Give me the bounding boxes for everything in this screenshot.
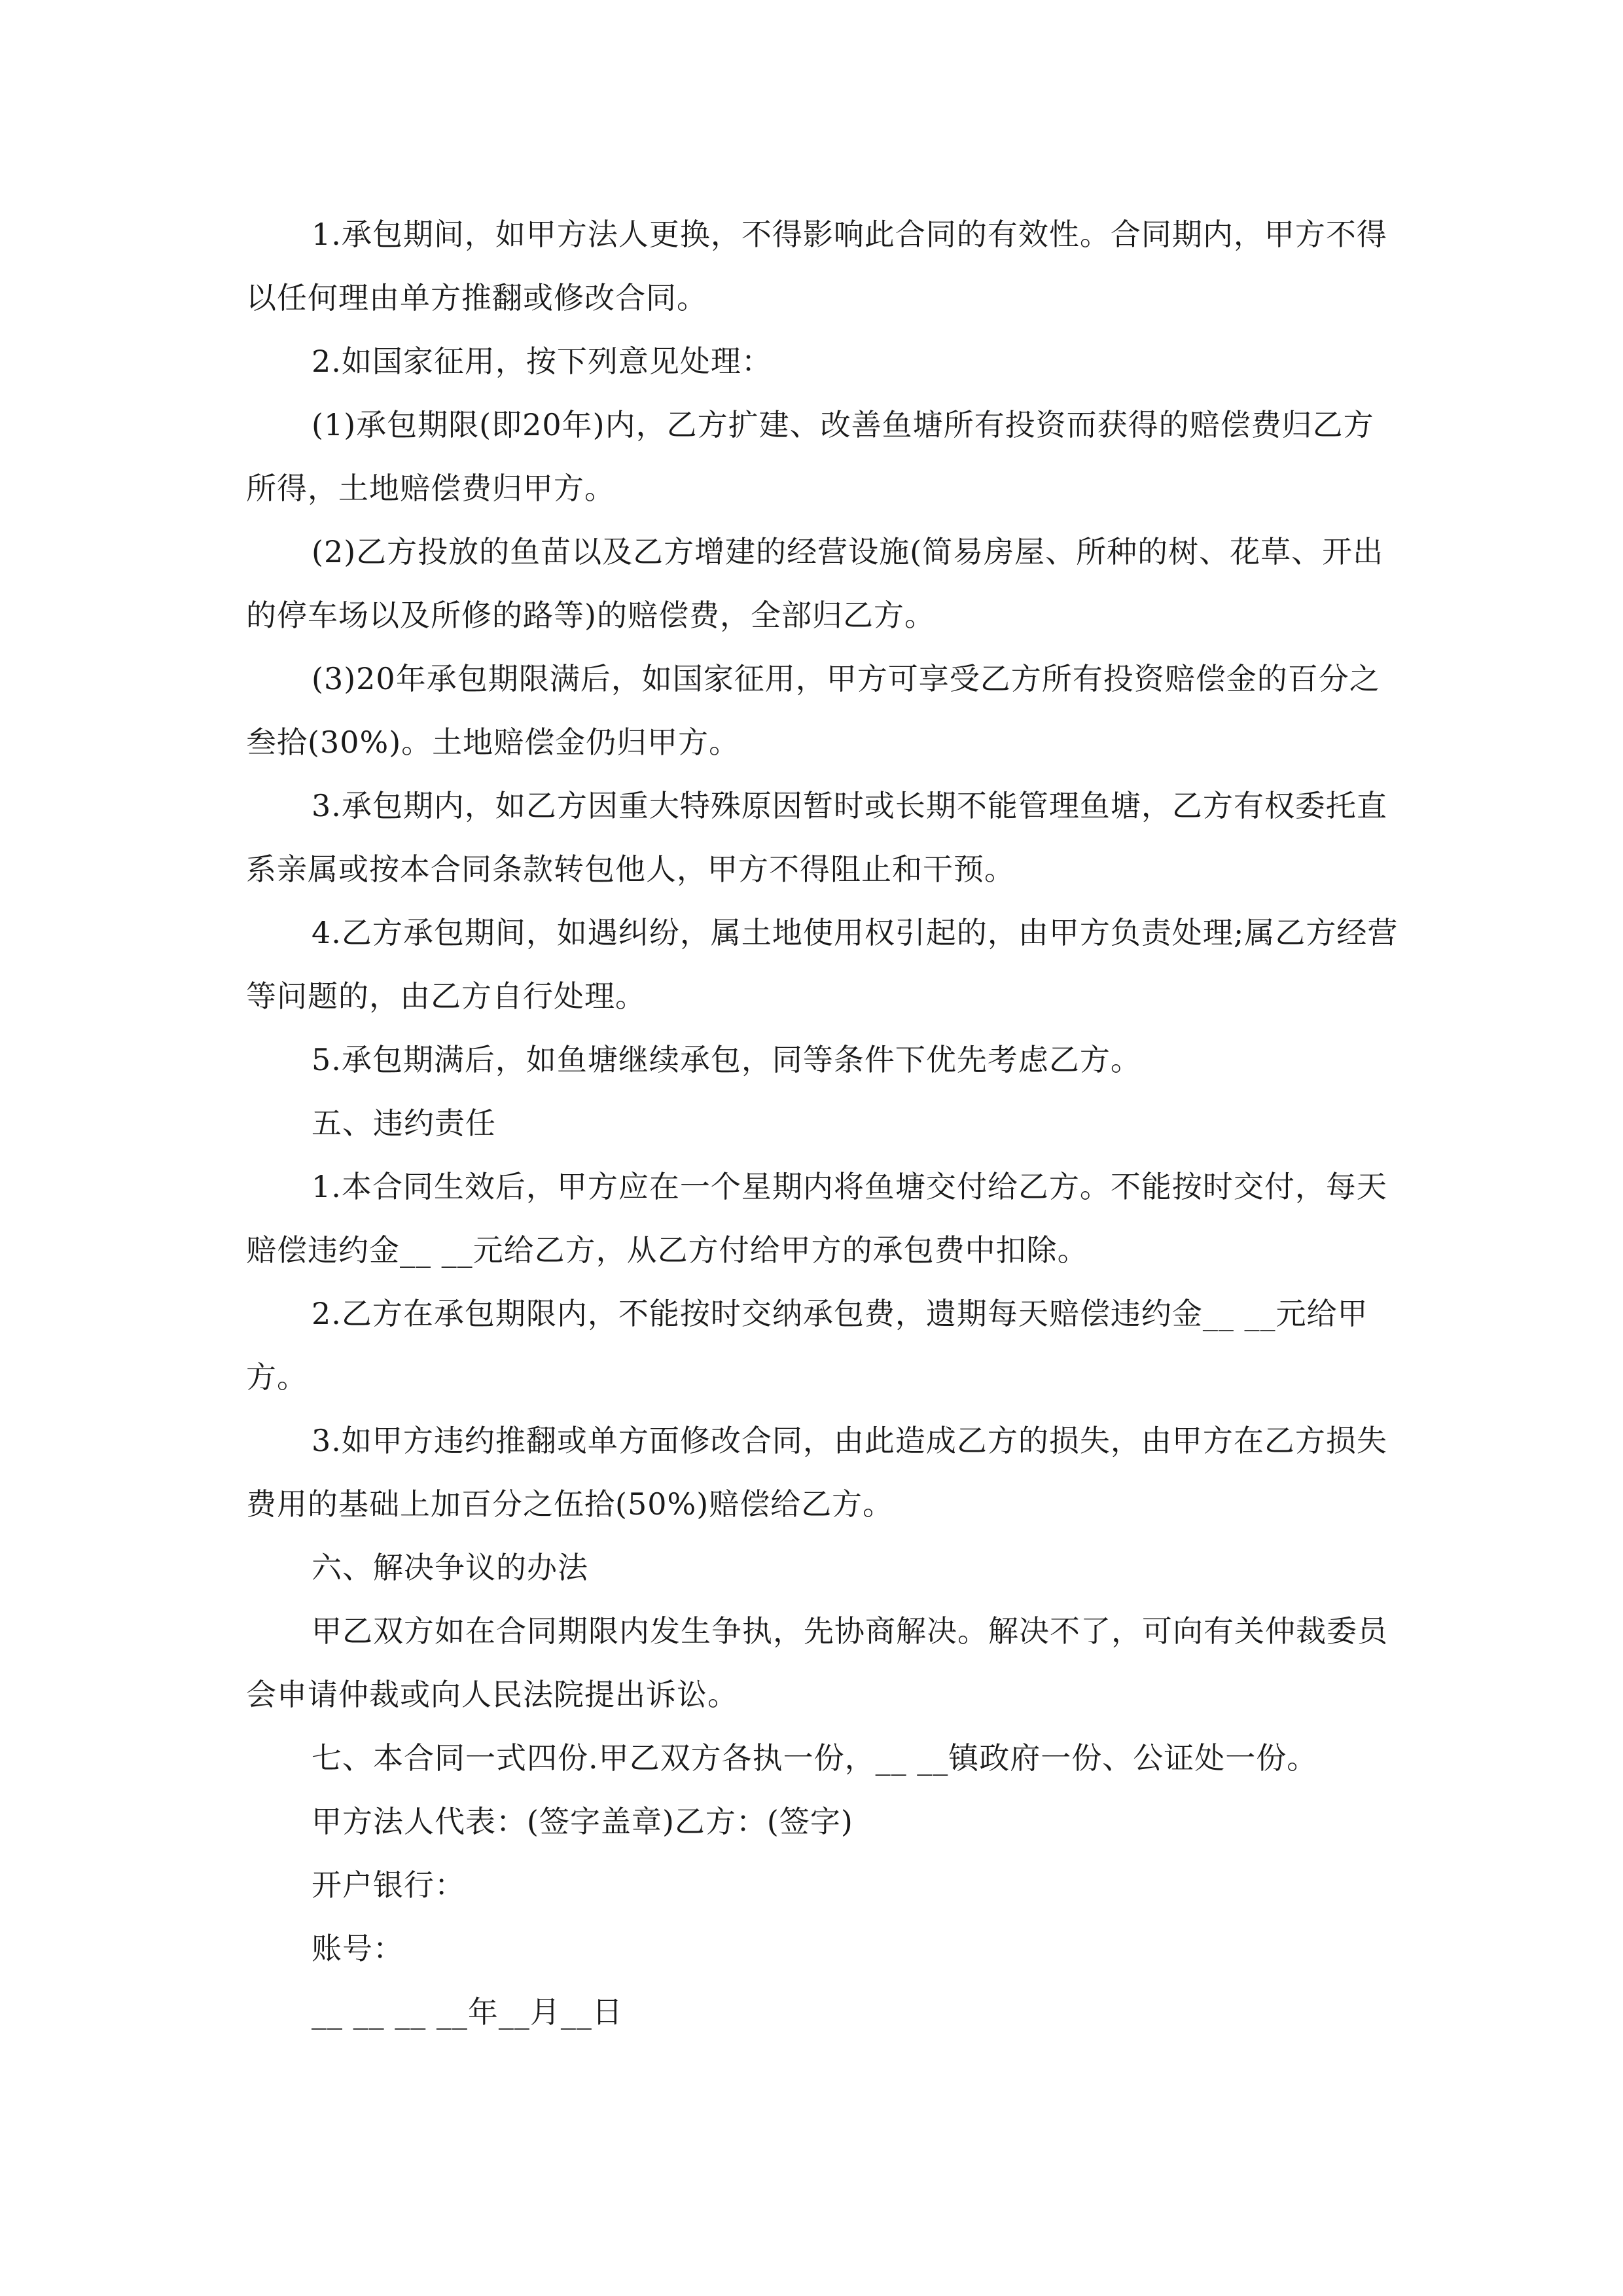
clause-paragraph: 1.本合同生效后，甲方应在一个星期内将鱼塘交付给乙方。不能按时交付，每天赔偿违约金__ __元给乙方，从乙方付给甲方的承包费中扣除。	[246, 1169, 1387, 1268]
document-body	[246, 203, 1404, 2044]
clause-paragraph: 2.如国家征用，按下列意见处理：	[312, 344, 772, 379]
section-heading: 五、违约责任	[312, 1105, 496, 1141]
clause-paragraph: 4.乙方承包期间，如遇纠纷，属土地使用权引起的，由甲方负责处理;属乙方经营等问题的，由乙方自行处理。	[246, 915, 1399, 1014]
clause-paragraph: 1.承包期间，如甲方法人更换，不得影响此合同的有效性。合同期内，甲方不得以任何理由单方推翻或修改合同。	[246, 217, 1387, 315]
signature-line: 甲方法人代表：(签字盖章)乙方：(签字)	[312, 1804, 853, 1839]
clause-paragraph: (3)20年承包期限满后，如国家征用，甲方可享受乙方所有投资赔偿金的百分之叁拾(30%)。土地赔偿金仍归甲方。	[246, 661, 1380, 760]
section-heading: 七、本合同一式四份.甲乙双方各执一份，__ __镇政府一份、公证处一份。	[312, 1740, 1318, 1776]
date-line: __ __ __ __年__月__日	[312, 1994, 623, 2030]
clause-paragraph: 2.乙方在承包期限内，不能按时交纳承包费，遗期每天赔偿违约金__ __元给甲方。	[246, 1296, 1368, 1395]
clause-paragraph: (2)乙方投放的鱼苗以及乙方增建的经营设施(简易房屋、所种的树、花草、开出的停车场以及所修的路等)的赔偿费，全部归乙方。	[246, 534, 1384, 633]
clause-paragraph: 甲乙双方如在合同期限内发生争执，先协商解决。解决不了，可向有关仲裁委员会申请仲裁或向人民法院提出诉讼。	[246, 1613, 1388, 1712]
clause-paragraph: 5.承包期满后，如鱼塘继续承包，同等条件下优先考虑乙方。	[312, 1042, 1141, 1077]
section-heading: 六、解决争议的办法	[312, 1550, 588, 1585]
bank-field: 开户银行：	[312, 1867, 465, 1903]
clause-paragraph: 3.如甲方违约推翻或单方面修改合同，由此造成乙方的损失，由甲方在乙方损失费用的基础上加百分之伍拾(50%)赔偿给乙方。	[246, 1423, 1387, 1522]
account-field: 账号：	[312, 1931, 404, 1966]
clause-paragraph: (1)承包期限(即20年)内，乙方扩建、改善鱼塘所有投资而获得的赔偿费归乙方所得，土地赔偿费归甲方。	[246, 407, 1374, 506]
clause-paragraph: 3.承包期内，如乙方因重大特殊原因暂时或长期不能管理鱼塘，乙方有权委托直系亲属或按本合同条款转包他人，甲方不得阻止和干预。	[246, 788, 1387, 887]
